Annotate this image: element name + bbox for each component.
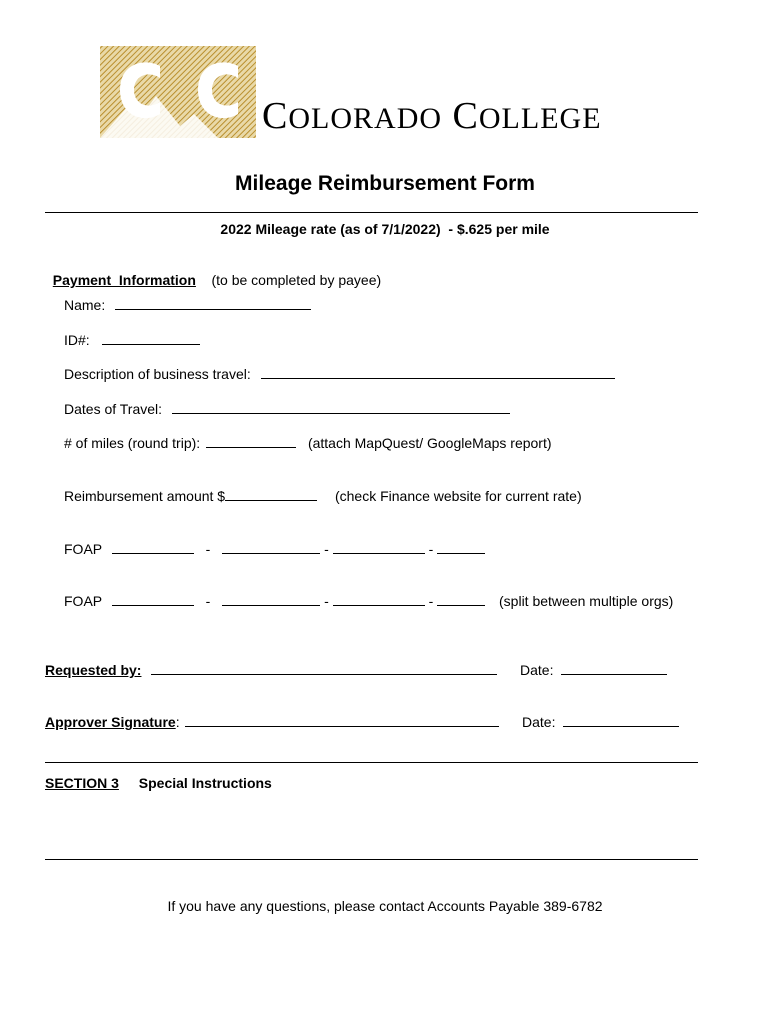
miles-label: # of miles (round trip):: [64, 435, 201, 451]
requested-date-field[interactable]: [561, 660, 667, 675]
section3-title: Special Instructions: [138, 775, 272, 791]
dates-row: [64, 399, 510, 417]
dash: -: [428, 593, 434, 609]
miles-field[interactable]: [206, 433, 296, 448]
foap-label: FOAP: [64, 541, 102, 557]
dash: -: [324, 593, 329, 609]
name-field[interactable]: [115, 295, 311, 310]
section3-header: [45, 775, 272, 791]
footer-contact: If you have any questions, please contact Accounts Payable 389-6782: [167, 898, 603, 914]
name-label: Name:: [64, 297, 106, 313]
approver-colon: :: [175, 714, 180, 730]
foap2-org-field[interactable]: [222, 591, 320, 606]
dash: -: [428, 541, 434, 557]
id-row: [64, 330, 200, 348]
reimbursement-field[interactable]: [225, 486, 317, 501]
instructions-divider: [45, 859, 698, 860]
requested-by-label: Requested by:: [45, 662, 142, 678]
mileage-rate: 2022 Mileage rate (as of 7/1/2022) - $.625 per mile: [220, 221, 550, 237]
cc-monogram-icon: [98, 44, 258, 140]
foap2-program-field[interactable]: [437, 591, 485, 606]
title-divider: [45, 212, 698, 213]
miles-note: (attach MapQuest/ GoogleMaps report): [307, 435, 552, 451]
description-label: Description of business travel:: [64, 366, 251, 382]
foap2-account-field[interactable]: [333, 591, 425, 606]
college-logo: [98, 44, 668, 140]
dates-label: Dates of Travel:: [64, 401, 163, 417]
description-row: [64, 364, 615, 382]
description-field[interactable]: [261, 364, 615, 379]
reimbursement-note: (check Finance website for current rate): [334, 488, 582, 504]
dash: -: [205, 593, 211, 609]
foap-label: FOAP: [64, 593, 102, 609]
college-name: COLORADO COLLEGE: [262, 95, 602, 137]
form-title: Mileage Reimbursement Form: [235, 172, 535, 195]
foap-split-note: (split between multiple orgs): [499, 593, 674, 609]
foap-row-2: [64, 591, 673, 609]
foap1-program-field[interactable]: [437, 539, 485, 554]
reimbursement-label: Reimbursement amount $: [64, 488, 226, 504]
requested-date-row: [520, 660, 667, 678]
foap1-account-field[interactable]: [333, 539, 425, 554]
dash: -: [324, 541, 329, 557]
miles-row: [64, 433, 552, 451]
payment-note: (to be completed by payee): [211, 272, 382, 288]
requested-by-row: [45, 660, 497, 678]
foap1-fund-field[interactable]: [112, 539, 194, 554]
section3-label: SECTION 3: [45, 775, 119, 791]
requested-by-field[interactable]: [151, 660, 497, 675]
reimbursement-row: [64, 486, 582, 504]
dates-field[interactable]: [172, 399, 510, 414]
name-row: [64, 295, 311, 313]
id-label: ID#:: [64, 332, 90, 348]
id-field[interactable]: [102, 330, 200, 345]
approver-date-field[interactable]: [563, 712, 679, 727]
foap-row-1: [64, 539, 485, 557]
payment-heading: Payment Information: [52, 272, 196, 288]
section-divider: [45, 762, 698, 763]
special-instructions-area[interactable]: [45, 796, 698, 858]
foap1-org-field[interactable]: [222, 539, 320, 554]
foap2-fund-field[interactable]: [112, 591, 194, 606]
payment-info-header: [45, 256, 381, 288]
approver-date-row: [522, 712, 679, 730]
approver-row: [45, 712, 499, 730]
date-label: Date:: [522, 714, 556, 730]
dash: -: [205, 541, 211, 557]
approver-label: Approver Signature: [45, 714, 176, 730]
approver-field[interactable]: [185, 712, 499, 727]
date-label: Date:: [520, 662, 554, 678]
